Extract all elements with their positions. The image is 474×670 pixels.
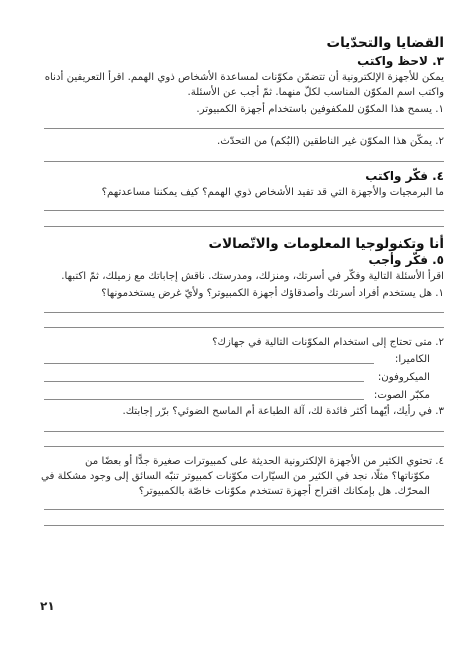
exercise-4-heading: ٤. فكّر واكتب [365, 169, 444, 183]
answer-line[interactable] [44, 128, 444, 129]
exercise-3-question-1: ١. يسمح هذا المكوّن للمكفوفين باستخدام أجهزة الكمبيوتر. [196, 104, 444, 115]
section-title-issues: القضايا والتحدّيات [326, 35, 444, 51]
microphone-label: الميكروفون: [377, 372, 430, 383]
exercise-3-intro-line2: واكتب اسم المكوّن المناسب لكلّ منهما. ثمّ أجب عن الأسئلة. [187, 87, 444, 98]
answer-line[interactable] [44, 161, 444, 162]
section-title-me-and-ict: أنا وتكنولوجيا المعلومات والاتّصالات [208, 236, 444, 252]
exercise-5-heading: ٥. فكّر وأجب [368, 253, 444, 267]
microphone-answer-line[interactable] [44, 381, 364, 382]
exercise-5-question-4-line3: المحرّك. هل بإمكانك اقتراح أجهزة تستخدم مكوّنات خاصّة بالكمبيوتر؟ [138, 486, 430, 497]
camera-label: الكاميرا: [394, 354, 430, 365]
exercise-5-question-4-line2: مكوّناتها؟ مثلًا، نجد في الكثير من السيّارات مكوّنات كمبيوتر تنبّه السائق إلى وجود مشكلة في [41, 471, 430, 482]
answer-line[interactable] [44, 312, 444, 313]
exercise-5-question-1: ١. هل يستخدم أفراد أسرتك وأصدقاؤك أجهزة الكمبيوتر؟ ولأيّ غرض يستخدمونها؟ [101, 288, 444, 299]
speaker-answer-line[interactable] [44, 399, 364, 400]
exercise-5-question-2: ٢. متى تحتاج إلى استخدام المكوّنات التالية في جهازك؟ [212, 337, 444, 348]
exercise-5-question-4-line1: ٤. تحتوي الكثير من الأجهزة الإلكترونية الحديثة على كمبيوترات صغيرة جدًّا أو بعضًا من [85, 456, 444, 467]
exercise-5-question-3: ٣. في رأيك، أيّهما أكثر فائدة لك، آلة الطباعة أم الماسح الضوئي؟ برّر إجابتك. [122, 406, 444, 417]
answer-line[interactable] [44, 431, 444, 432]
answer-line[interactable] [44, 446, 444, 447]
exercise-3-question-2: ٢. يمكّن هذا المكوّن غير الناطقين (البُكم) من التحدّث. [216, 136, 444, 147]
camera-answer-line[interactable] [44, 363, 374, 364]
answer-line[interactable] [44, 327, 444, 328]
exercise-3-heading: ٣. لاحظ واكتب [357, 54, 444, 68]
answer-line[interactable] [44, 210, 444, 211]
answer-line[interactable] [44, 509, 444, 510]
exercise-4-question: ما البرمجيات والأجهزة التي قد تفيد الأشخاص ذوي الهمم؟ كيف يمكننا مساعدتهم؟ [101, 187, 444, 198]
answer-line[interactable] [44, 226, 444, 227]
answer-line[interactable] [44, 525, 444, 526]
page-number: ٢١ [40, 599, 55, 613]
exercise-5-intro: اقرأ الأسئلة التالية وفكّر في أسرتك، ومنزلك، ومدرستك. ناقش إجاباتك مع زميلك، ثمّ اكتبها. [61, 271, 444, 282]
exercise-3-intro-line1: يمكن للأجهزة الإلكترونية أن تتضمّن مكوّنات لمساعدة الأشخاص ذوي الهمم. اقرأ التعريفين أدناه [44, 72, 444, 83]
speaker-label: مكبّر الصوت: [373, 390, 430, 401]
